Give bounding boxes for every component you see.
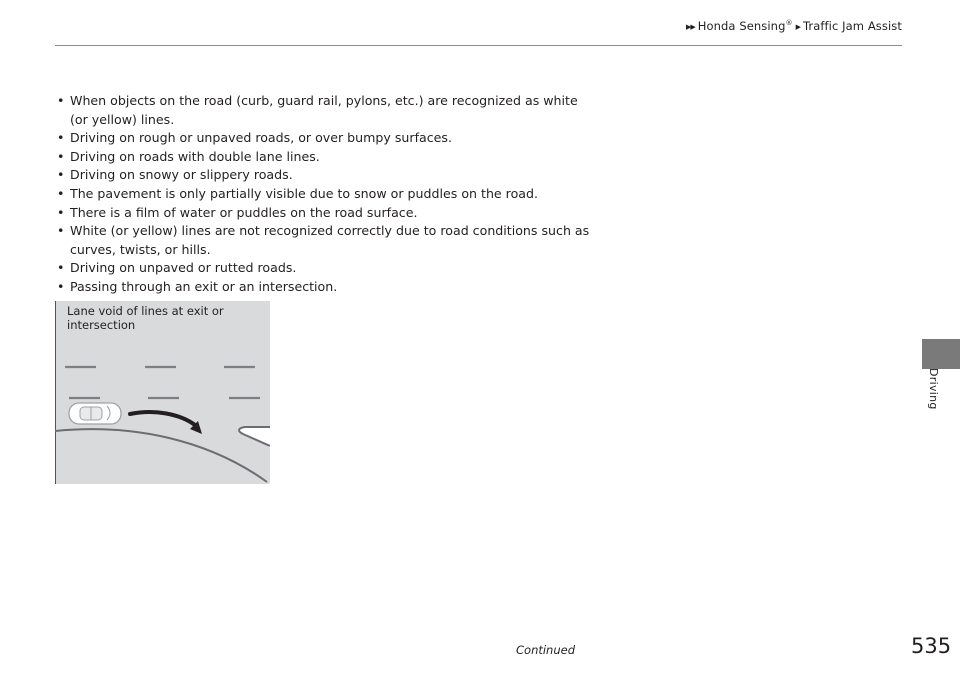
list-item: • Passing through an exit or an intersection. (57, 278, 338, 294)
list-item: • White (or yellow) lines are not recognized correctly due to road conditions such as curves, twists, or hills. (57, 223, 590, 257)
registered-mark: ® (785, 19, 793, 28)
list-item: • Driving on snowy or slippery roads. (57, 167, 293, 183)
condition-list (57, 92, 597, 297)
list-item: • There is a film of water or puddles on the road surface. (57, 204, 418, 220)
car-icon (69, 403, 121, 424)
page-number: 535 (911, 634, 952, 658)
list-item: • Driving on roads with double lane lines. (57, 148, 320, 164)
continued-note: Continued (516, 643, 576, 657)
list-item: • Driving on rough or unpaved roads, or over bumpy surfaces. (57, 130, 452, 146)
chapter-label: Driving (927, 368, 940, 410)
lane-void-illustration (55, 301, 270, 484)
chapter-tab[interactable] (922, 339, 960, 369)
double-arrow-icon: ▶▶ (685, 23, 695, 31)
breadcrumb (686, 19, 902, 33)
list-item: • When objects on the road (curb, guard rail, pylons, etc.) are recognized as white (or yellow) lines. (57, 93, 578, 127)
list-item: • The pavement is only partially visible due to snow or puddles on the road. (57, 185, 539, 201)
breadcrumb-subsection: Traffic Jam Assist (802, 19, 902, 33)
header-rule (55, 45, 902, 46)
breadcrumb-section: Honda Sensing (697, 19, 786, 33)
list-item: • Driving on unpaved or rutted roads. (57, 260, 297, 276)
arrow-icon: ▶ (795, 23, 800, 31)
figure-caption: Lane void of lines at exit or intersection (67, 304, 224, 332)
